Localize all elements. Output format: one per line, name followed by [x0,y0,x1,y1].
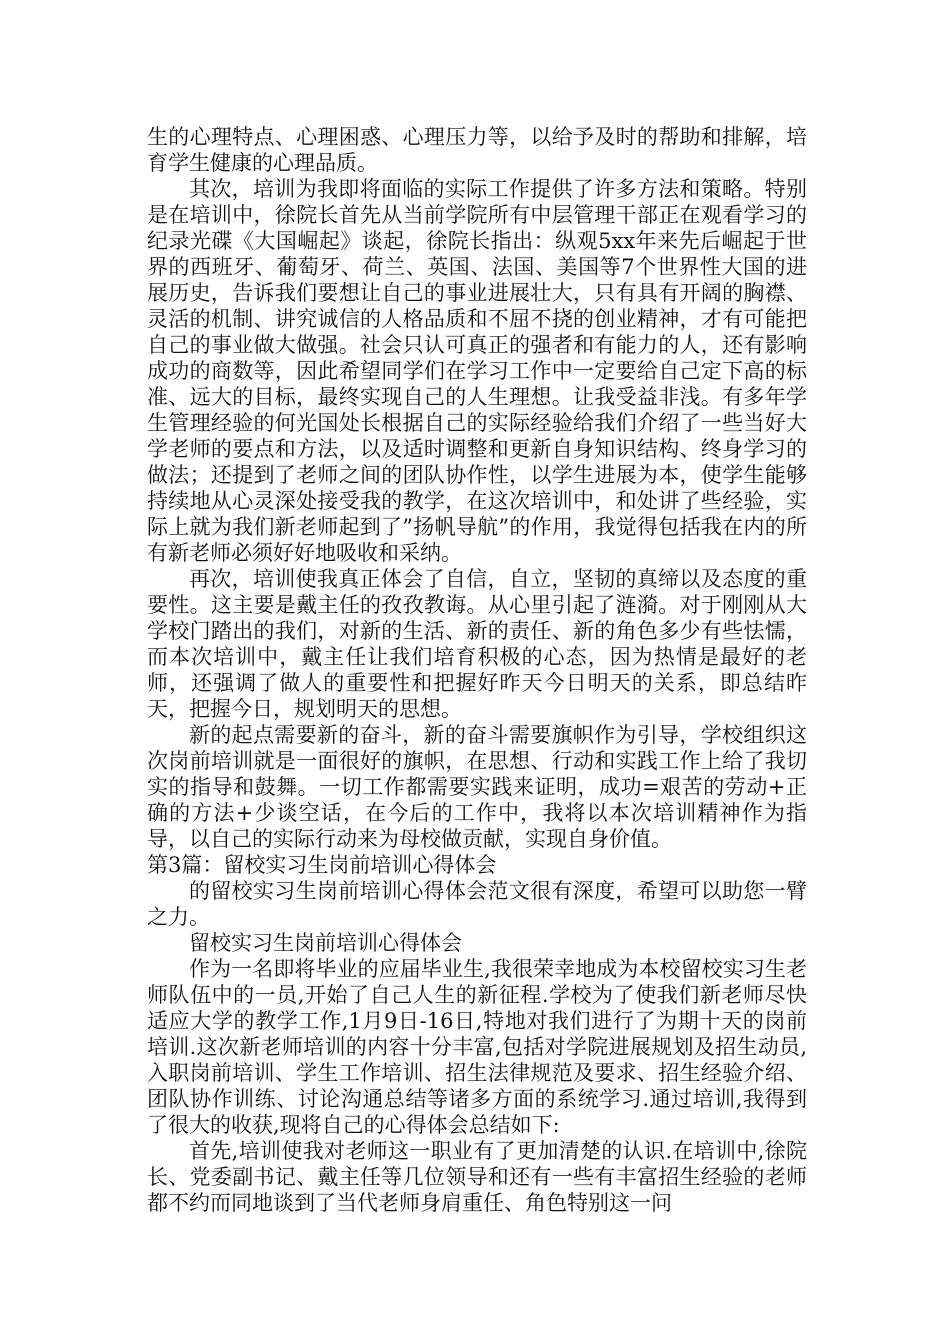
article-title: 留校实习生岗前培训心得体会 [189,931,462,955]
paragraph-third-point: 再次，培训使我真正体会了自信，自立，坚韧的真缔以及态度的重要性。这主要是戴主任的孜孜教诲。从心里引起了涟漪。对于刚刚从大学校门踏出的我们，对新的生活、新的责任、新的角色多少有些怯懦，而本次培训中，戴主任让我们培育积极的心态，因为热情是最好的老师，还强调了做人的重要性和把握好昨天今日明天的关系，即总结昨天，把握今日，规划明天的思想。 [147,567,807,721]
paragraph-continuation: 生的心理特点、心理困惑、心理压力等，以给予及时的帮助和排解，培育学生健康的心理品质。 [147,125,807,175]
document-page [147,124,807,1216]
section-heading: 第3篇：留校实习生岗前培训心得体会 [147,853,497,877]
paragraph-second-point: 其次，培训为我即将面临的实际工作提供了许多方法和策略。特别是在培训中，徐院长首先从当前学院所有中层管理干部正在观看学习的纪录光碟《大国崛起》谈起，徐院长指出：纵观5xx年来先后崛起于世界的西班牙、葡萄牙、荷兰、英国、法国、美国等7个世界性大国的进展历史，告诉我们要想让自己的事业进展壮大，只有具有开阔的胸襟、灵活的机制、讲究诚信的人格品质和不屈不挠的创业精神，才有可能把自己的事业做大做强。社会只认可真正的强者和有能力的人，还有影响成功的商数等，因此希望同学们在学习工作中一定要给自己定下高的标准、远大的目标，最终实现自己的人生理想。让我受益非浅。有多年学生管理经验的何光国处长根据自己的实际经验给我们介绍了一些当好大学老师的要点和方法，以及适时调整和更新自身知识结构、终身学习的做法；还提到了老师之间的团队协作性，以学生进展为本，使学生能够持续地从心灵深处接受我的教学，在这次培训中，和处讲了些经验，实际上就为我们新老师起到了”扬帆导航”的作用，我觉得包括我在内的所有新老师必须好好地吸收和采纳。 [147,177,807,565]
paragraph-conclusion: 新的起点需要新的奋斗，新的奋斗需要旗帜作为引导，学校组织这次岗前培训就是一面很好的旗帜，在思想、行动和实践工作上给了我切实的指导和鼓舞。一切工作都需要实践来证明，成功=艰苦的劳动+正确的方法+少谈空话，在今后的工作中，我将以本次培训精神作为指导，以自己的实际行动来为母校做贡献，实现自身价值。 [147,723,807,851]
paragraph-intro-note: 的留校实习生岗前培训心得体会范文很有深度，希望可以助您一臂之力。 [147,879,807,929]
paragraph-article-first-point: 首先,培训使我对老师这一职业有了更加清楚的认识.在培训中,徐院长、党委副书记、戴主任等几位领导和还有一些有丰富招生经验的老师都不约而同地谈到了当代老师身肩重任、角色特别这一问 [147,1139,807,1215]
paragraph-article-intro: 作为一名即将毕业的应届毕业生,我很荣幸地成为本校留校实习生老师队伍中的一员,开始了自己人生的新征程.学校为了使我们新老师尽快适应大学的教学工作,1月9日-16日,特地对我们进行了为期十天的岗前培训.这次新老师培训的内容十分丰富,包括对学院进展规划及招生动员,入职岗前培训、学生工作培训、招生法律规范及要求、招生经验介绍、团队协作训练、讨论沟通总结等诸多方面的系统学习.通过培训,我得到了很大的收获,现将自己的心得体会总结如下: [147,957,807,1137]
